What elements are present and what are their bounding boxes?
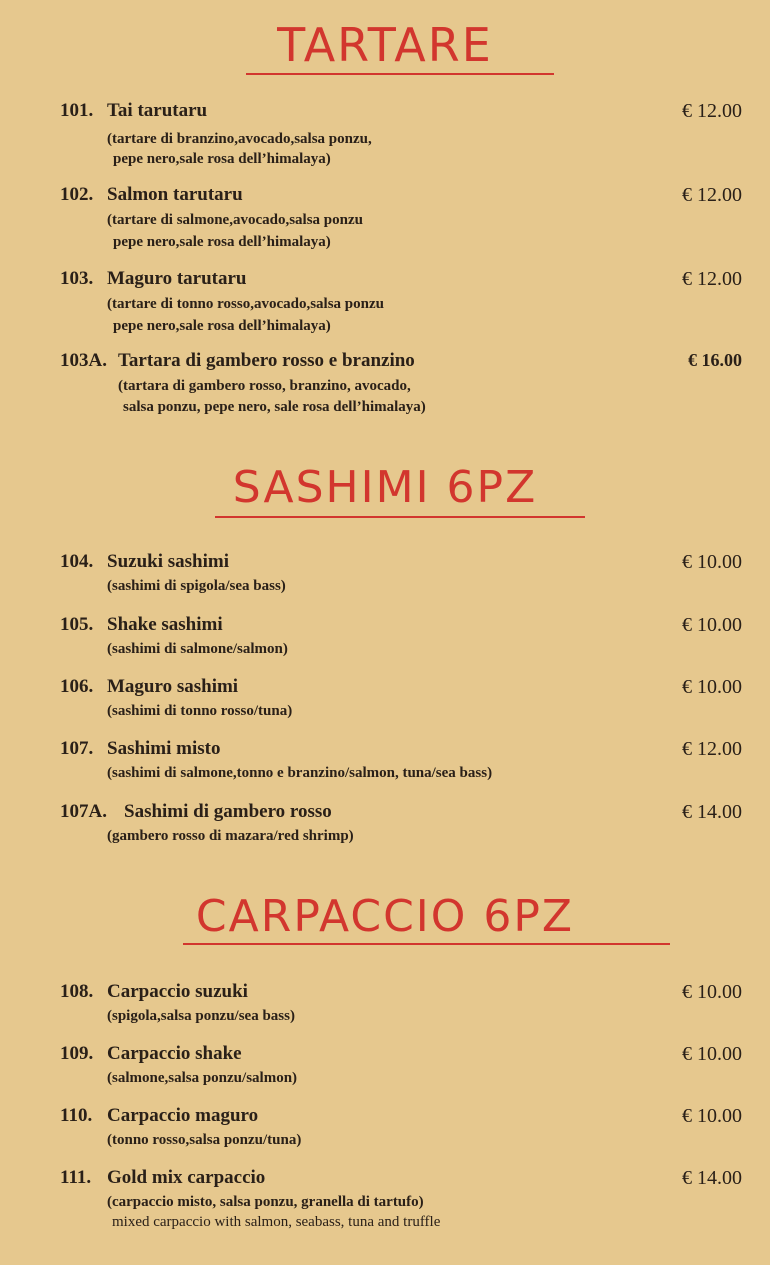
item-price: € 10.00 — [682, 614, 742, 636]
item-name: Maguro tarutaru — [107, 268, 247, 289]
item-number: 103A. — [60, 350, 107, 371]
item-number: 109. — [60, 1043, 94, 1064]
item-number: 101. — [60, 100, 94, 121]
item-name: Maguro sashimi — [107, 676, 239, 697]
item-description: pepe nero,sale rosa dell’himalaya) — [113, 151, 331, 167]
item-price: € 12.00 — [682, 184, 742, 206]
item-price: € 12.00 — [682, 100, 742, 122]
item-price: € 12.00 — [682, 268, 742, 290]
item-name: Sashimi misto — [107, 738, 221, 759]
item-price: € 10.00 — [682, 1105, 742, 1127]
item-description: (tonno rosso,salsa ponzu/tuna) — [107, 1132, 302, 1148]
item-name: Salmon tarutaru — [107, 184, 243, 205]
item-number: 106. — [60, 676, 94, 697]
item-name: Carpaccio shake — [107, 1043, 242, 1064]
item-price: € 10.00 — [682, 551, 742, 573]
item-name: Carpaccio maguro — [107, 1105, 259, 1126]
item-price: € 16.00 — [688, 350, 742, 370]
item-name: Tai tarutaru — [107, 100, 208, 121]
item-description: salsa ponzu, pepe nero, sale rosa dell’himalaya) — [123, 399, 426, 415]
item-name: Suzuki sashimi — [107, 551, 229, 572]
item-price: € 10.00 — [682, 1043, 742, 1065]
item-price: € 14.00 — [682, 1167, 742, 1189]
item-number: 102. — [60, 184, 94, 205]
item-description: (sashimi di salmone/salmon) — [107, 641, 288, 657]
item-description: (tartare di salmone,avocado,salsa ponzu — [107, 212, 363, 228]
item-description: mixed carpaccio with salmon, seabass, tuna and truffle — [112, 1214, 441, 1230]
section-divider — [215, 516, 585, 518]
item-number: 107. — [60, 738, 94, 759]
item-name: Tartara di gambero rosso e branzino — [118, 350, 415, 371]
section-title-carpaccio: CARPACCIO 6PZ — [195, 891, 575, 942]
item-name: Shake sashimi — [107, 614, 223, 635]
item-description: (gambero rosso di mazara/red shrimp) — [107, 828, 354, 844]
item-number: 108. — [60, 981, 94, 1002]
item-price: € 12.00 — [682, 738, 742, 760]
item-number: 110. — [60, 1105, 93, 1126]
section-divider — [183, 943, 670, 945]
section-title-tartare: TARTARE — [277, 18, 493, 72]
item-description: pepe nero,sale rosa dell’himalaya) — [113, 318, 331, 334]
item-number: 104. — [60, 551, 94, 572]
item-description: (sashimi di salmone,tonno e branzino/salmon, tuna/sea bass) — [107, 765, 493, 781]
item-price: € 10.00 — [682, 981, 742, 1003]
section-divider — [246, 73, 554, 75]
item-price: € 10.00 — [682, 676, 742, 698]
section-title-sashimi: SASHIMI 6PZ — [232, 462, 538, 513]
item-number: 105. — [60, 614, 94, 635]
item-description: (tartara di gambero rosso, branzino, avocado, — [118, 378, 411, 394]
item-description: (spigola,salsa ponzu/sea bass) — [107, 1008, 295, 1024]
item-description: (sashimi di tonno rosso/tuna) — [107, 703, 293, 719]
item-description: (tartare di tonno rosso,avocado,salsa ponzu — [107, 296, 384, 312]
item-description: (carpaccio misto, salsa ponzu, granella di tartufo) — [107, 1194, 424, 1210]
item-description: (sashimi di spigola/sea bass) — [107, 578, 286, 594]
item-number: 107A. — [60, 801, 107, 822]
item-name: Sashimi di gambero rosso — [124, 801, 332, 822]
item-description: pepe nero,sale rosa dell’himalaya) — [113, 234, 331, 250]
item-description: (salmone,salsa ponzu/salmon) — [107, 1070, 298, 1086]
item-number: 111. — [60, 1167, 92, 1188]
item-description: (tartare di branzino,avocado,salsa ponzu, — [107, 131, 372, 147]
item-price: € 14.00 — [682, 801, 742, 823]
item-name: Carpaccio suzuki — [107, 981, 248, 1002]
item-number: 103. — [60, 268, 94, 289]
item-name: Gold mix carpaccio — [107, 1167, 266, 1188]
